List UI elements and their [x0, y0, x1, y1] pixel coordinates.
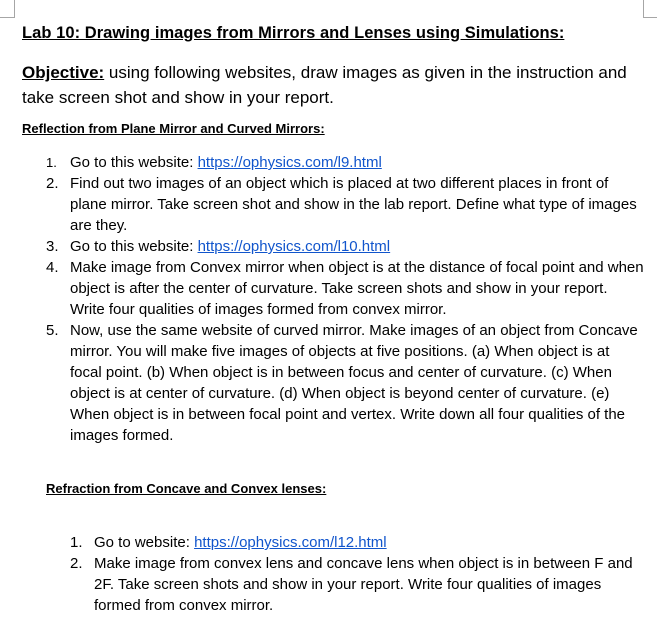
list-item-text: Make image from Convex mirror when object is at the distance of focal point and when object is after the center of curvature. Take screen shots and show in your report. Write four qualities of images formed from convex mirror.: [70, 259, 644, 318]
list-item-number: 4.: [46, 259, 59, 276]
list-item: [46, 152, 645, 173]
crop-mark-top-right-vertical: [643, 0, 644, 17]
refraction-steps-list: [70, 532, 639, 616]
objective-paragraph: [22, 60, 642, 110]
section-heading-reflection: Reflection from Plane Mirror and Curved Mirrors:: [22, 121, 325, 136]
ophysics-l12-link[interactable]: https://ophysics.com/l12.html: [194, 534, 387, 551]
list-item: [46, 173, 645, 236]
list-item-text: Find out two images of an object which is placed at two different places in front of plane mirror. Take screen shot and show in the lab report. Define what type of images are they.: [70, 175, 637, 234]
list-item: [46, 236, 645, 257]
list-item: [46, 257, 645, 320]
reflection-steps-list: [46, 152, 645, 446]
list-item: [70, 532, 639, 553]
list-item-number: 1.: [46, 155, 57, 170]
list-item-text: Now, use the same website of curved mirror. Make images of an object from Concave mirror. You will make five images of objects at five positions. (a) When object is at focal point. (b) When object is in between focus and center of curvature. (c) When object is at center of curvature. (d) When object is beyond center of curvature. (e) When object is in between focal point and vertex. Write down all four qualities of the images formed.: [70, 322, 638, 444]
list-item: [46, 320, 645, 446]
section-heading-refraction: Refraction from Concave and Convex lenses:: [46, 481, 327, 496]
list-item-text: Go to website:: [94, 534, 195, 551]
crop-mark-top-left-vertical: [14, 0, 15, 17]
objective-label: Objective:: [22, 63, 105, 82]
list-item-number: 3.: [46, 238, 59, 255]
objective-text: using following websites, draw images as given in the instruction and take screen shot and show in your report.: [22, 63, 627, 107]
list-item: [70, 553, 639, 616]
ophysics-l9-link[interactable]: https://ophysics.com/l9.html: [197, 154, 382, 171]
list-item-text: Go to this website:: [70, 238, 198, 255]
document-title: Lab 10: Drawing images from Mirrors and Lenses using Simulations:: [22, 24, 565, 42]
list-item-text: Go to this website:: [70, 154, 198, 171]
list-item-number: 5.: [46, 322, 59, 339]
list-item-number: 2.: [46, 175, 59, 192]
crop-mark-top-right-horizontal: [643, 17, 657, 18]
list-item-number: 1.: [70, 534, 83, 551]
ophysics-l10-link[interactable]: https://ophysics.com/l10.html: [197, 238, 391, 255]
list-item-number: 2.: [70, 555, 83, 572]
crop-mark-top-left-horizontal: [0, 17, 15, 18]
list-item-text: Make image from convex lens and concave lens when object is in between F and 2F. Take screen shots and show in your report. Write four qualities of images formed from convex mirror.: [94, 555, 633, 614]
